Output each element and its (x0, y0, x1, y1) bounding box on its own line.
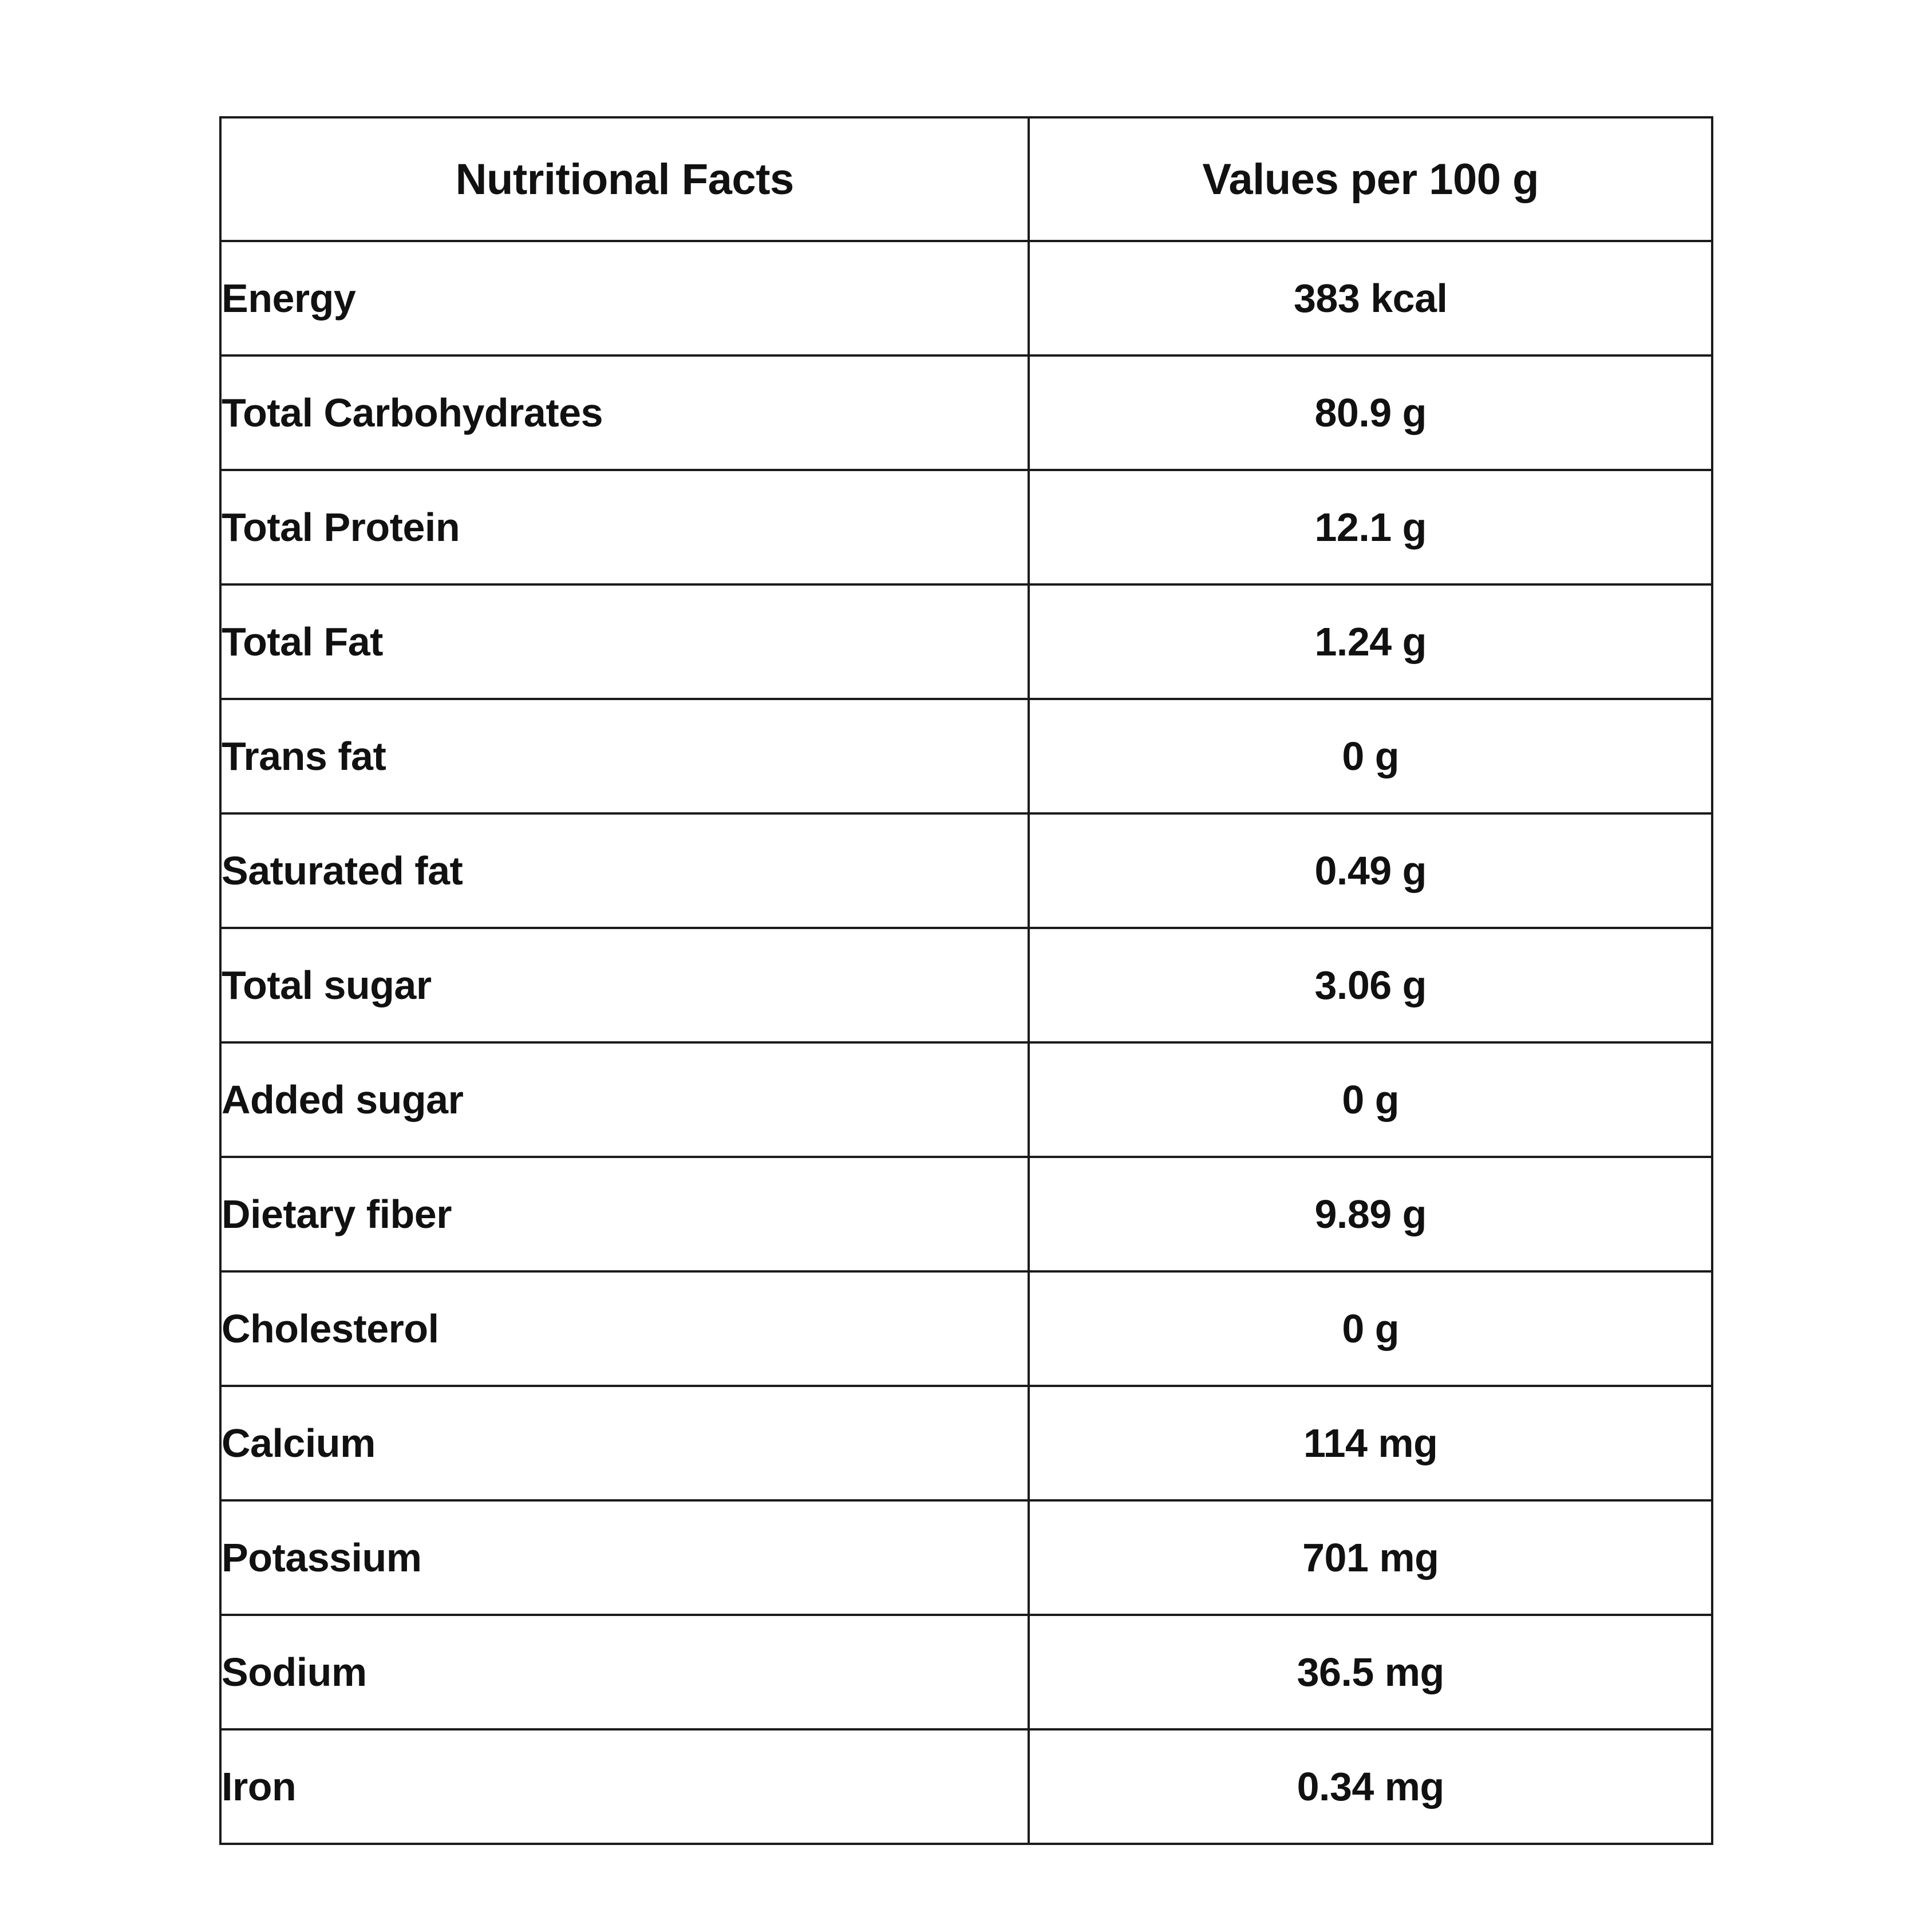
nutrient-label: Iron (220, 1729, 1029, 1844)
nutrient-value: 0.49 g (1029, 813, 1712, 928)
header-nutritional-facts: Nutritional Facts (220, 117, 1029, 241)
table-row (220, 1157, 1712, 1271)
nutrient-value: 114 mg (1029, 1386, 1712, 1500)
nutrient-value: 0.34 mg (1029, 1729, 1712, 1844)
table-row (220, 1271, 1712, 1386)
table-row (220, 1615, 1712, 1729)
nutrient-value: 80.9 g (1029, 355, 1712, 470)
nutrient-value: 36.5 mg (1029, 1615, 1712, 1729)
nutrient-label: Total Protein (220, 470, 1029, 584)
table-row (220, 584, 1712, 699)
nutrition-table-container (219, 116, 1713, 1845)
table-row (220, 241, 1712, 355)
nutrient-label: Potassium (220, 1500, 1029, 1615)
nutrient-label: Saturated fat (220, 813, 1029, 928)
nutrient-label: Calcium (220, 1386, 1029, 1500)
nutrient-value: 9.89 g (1029, 1157, 1712, 1271)
table-header-row (220, 117, 1712, 241)
nutrient-value: 3.06 g (1029, 928, 1712, 1042)
table-row (220, 928, 1712, 1042)
nutrient-value: 0 g (1029, 1271, 1712, 1386)
nutrient-value: 0 g (1029, 699, 1712, 813)
nutrient-label: Added sugar (220, 1042, 1029, 1157)
nutrient-label: Trans fat (220, 699, 1029, 813)
nutrient-value: 701 mg (1029, 1500, 1712, 1615)
nutrient-label: Cholesterol (220, 1271, 1029, 1386)
table-row (220, 813, 1712, 928)
nutrient-label: Total sugar (220, 928, 1029, 1042)
nutrient-label: Energy (220, 241, 1029, 355)
nutrient-label: Sodium (220, 1615, 1029, 1729)
table-row (220, 1042, 1712, 1157)
nutrition-facts-table (219, 116, 1713, 1845)
table-row (220, 1500, 1712, 1615)
nutrient-label: Total Carbohydrates (220, 355, 1029, 470)
table-row (220, 355, 1712, 470)
nutrient-value: 0 g (1029, 1042, 1712, 1157)
table-row (220, 470, 1712, 584)
nutrient-label: Dietary fiber (220, 1157, 1029, 1271)
header-values-per-100g: Values per 100 g (1029, 117, 1712, 241)
nutrient-value: 383 kcal (1029, 241, 1712, 355)
table-row (220, 699, 1712, 813)
table-row (220, 1386, 1712, 1500)
table-row (220, 1729, 1712, 1844)
nutrient-value: 12.1 g (1029, 470, 1712, 584)
nutrient-label: Total Fat (220, 584, 1029, 699)
table-body (220, 241, 1712, 1844)
table-header (220, 117, 1712, 241)
nutrient-value: 1.24 g (1029, 584, 1712, 699)
